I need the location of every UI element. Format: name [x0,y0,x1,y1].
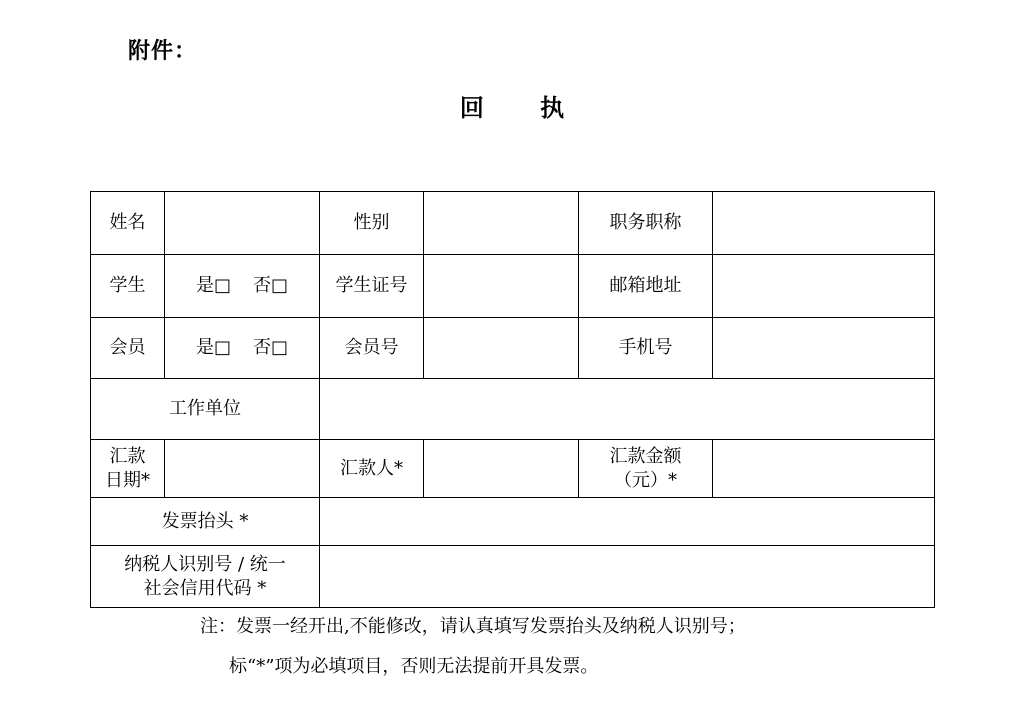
taxpayer-label-line2: 社会信用代码 * [143,577,267,599]
workplace-field[interactable] [320,379,935,440]
invoice-title-field[interactable] [320,498,935,546]
form-row-member [91,318,935,379]
mailing-address-label: 邮箱地址 [579,255,713,318]
form-row-invoice-title [91,498,935,546]
taxpayer-label-line1: 纳税人识别号 / 统一 [124,553,286,575]
taxpayer-label [91,546,320,608]
document-title: 回 执 [459,94,589,122]
student-label: 学生 [91,255,165,318]
student-id-label: 学生证号 [320,255,424,318]
student-no-checkbox[interactable]: 否□ [253,275,289,296]
form-row-workplace [91,379,935,440]
amount-field[interactable] [713,440,935,498]
form-row-name [91,192,935,255]
form-row-remittance [91,440,935,498]
taxpayer-field[interactable] [320,546,935,608]
remit-date-field[interactable] [165,440,320,498]
name-label: 姓名 [91,192,165,255]
member-label: 会员 [91,318,165,379]
mobile-label: 手机号 [579,318,713,379]
form-row-taxpayer [91,546,935,608]
invoice-title-label: 发票抬头 * [91,498,320,546]
student-choice-cell [165,255,320,318]
position-label: 职务职称 [579,192,713,255]
member-no-checkbox[interactable]: 否□ [253,337,289,358]
note-invoice-warning: 注：发票一经开出,不能修改，请认真填写发票抬头及纳税人识别号； [200,616,746,637]
remit-date-label-line1: 汇款 [109,445,146,467]
amount-label-line1: 汇款金额 [609,445,682,467]
gender-field[interactable] [424,192,579,255]
form-row-student [91,255,935,318]
workplace-label: 工作单位 [91,379,320,440]
gender-label: 性别 [320,192,424,255]
amount-label [579,440,713,498]
remit-date-label-line2: 日期* [105,469,150,491]
mobile-field[interactable] [713,318,935,379]
name-field[interactable] [165,192,320,255]
attachment-label: 附件： [128,39,198,64]
student-yes-checkbox[interactable]: 是□ [195,275,231,296]
note-required-fields: 标“*”项为必填项目，否则无法提前开具发票。 [229,656,599,677]
member-yes-checkbox[interactable]: 是□ [195,337,231,358]
position-field[interactable] [713,192,935,255]
reply-form-table [90,191,935,608]
member-number-field[interactable] [424,318,579,379]
member-choice-cell [165,318,320,379]
remit-date-label [91,440,165,498]
remitter-label: 汇款人* [320,440,424,498]
student-id-field[interactable] [424,255,579,318]
remitter-field[interactable] [424,440,579,498]
member-number-label: 会员号 [320,318,424,379]
mailing-address-field[interactable] [713,255,935,318]
amount-label-line2: （元）* [614,469,677,491]
